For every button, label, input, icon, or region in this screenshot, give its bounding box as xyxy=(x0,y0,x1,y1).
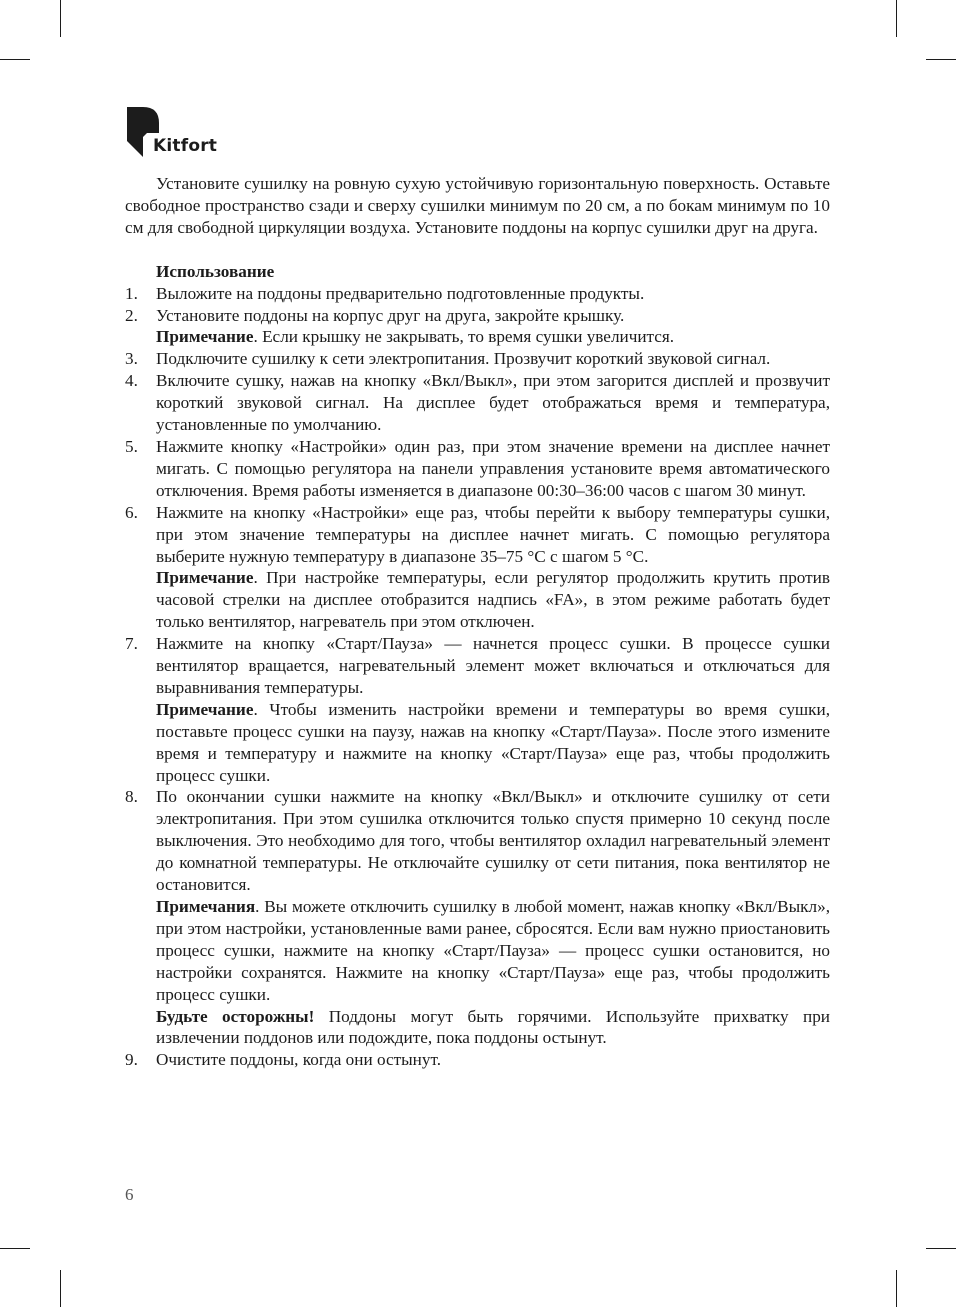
step-number: 5. xyxy=(125,436,138,456)
list-item xyxy=(125,283,830,305)
list-item xyxy=(125,370,830,436)
step-text: Установите поддоны на корпус друг на друга, закройте крышку. xyxy=(156,305,625,325)
crop-mark-bottom-left-h xyxy=(0,1248,30,1249)
list-item xyxy=(125,436,830,502)
step-text: Нажмите на кнопку «Старт/Пауза» — начнется процесс сушки. В процессе сушки вентилятор вращается, нагревательный элемент может включаться и отключаться для выравнивания температуры. xyxy=(156,634,830,697)
step-number: 9. xyxy=(125,1050,138,1070)
list-item xyxy=(125,348,830,370)
note-text: . Чтобы изменить настройки времени и температуры во время сушки, поставьте процесс сушки на паузу, нажав на кнопку «Старт/Пауза». После этого измените время и температуру и нажмите на кнопку «Старт/Пауза» еще раз, чтобы продолжить процесс сушки. xyxy=(156,699,830,785)
crop-mark-bottom-right-h xyxy=(926,1248,956,1249)
list-item xyxy=(125,502,830,633)
step-text: Подключите сушилку к сети электропитания. Прозвучит короткий звуковой сигнал. xyxy=(156,349,771,369)
section-heading: Использование xyxy=(156,261,275,281)
warning-text: Поддоны могут быть горячими. Используйте прихватку при извлечении поддонов или подождите, пока поддоны остынут. xyxy=(156,1006,830,1048)
step-note xyxy=(156,699,830,787)
brand-name: Kitfort xyxy=(153,136,218,156)
crop-mark-top-left xyxy=(60,0,61,37)
step-text: По окончании сушки нажмите на кнопку «Вкл/Выкл» и отключите сушилку от сети электропитания. При этом сушилка отключится только спустя примерно 10 секунд после выключения. Это необходимо для того, чтобы вентилятор охладил нагревательный элемент до комнатной температуры. Не отключайте сушилку от сети питания, пока вентилятор не остановится. xyxy=(156,787,830,895)
note-label: Примечание xyxy=(156,699,254,719)
note-label: Примечание xyxy=(156,327,254,347)
step-note xyxy=(156,567,830,633)
list-item xyxy=(125,633,830,786)
warning-label: Будьте осторожны! xyxy=(156,1006,315,1026)
step-text: Выложите на поддоны предварительно подготовленные продукты. xyxy=(156,283,645,303)
step-number: 3. xyxy=(125,349,138,369)
note-label: Примечания xyxy=(156,897,256,916)
note-text: . При настройке температуры, если регулятор продолжить крутить против часовой стрелки на дисплее отобразится надпись «FA», в этом режиме работать будет только вентилятор, нагреватель при этом отключен. xyxy=(156,568,830,632)
list-item xyxy=(125,786,830,1049)
step-number: 1. xyxy=(125,283,138,303)
step-text: Включите сушку, нажав на кнопку «Вкл/Выкл», при этом загорится дисплей и прозвучит короткий звуковой сигнал. На дисплее будет отображаться время и температура, установленные по умолчанию. xyxy=(156,371,830,435)
crop-mark-bottom-right xyxy=(896,1270,897,1307)
step-text: Нажмите кнопку «Настройки» один раз, при этом значение времени на дисплее начнет мигать. С помощью регулятора на панели управления установите время автоматического отключения. Время работы изменяется в диапазоне 00:30–36:00 часов с шагом 30 минут. xyxy=(156,436,830,500)
page-number: 6 xyxy=(125,1185,134,1204)
step-number: 6. xyxy=(125,502,138,522)
step-note xyxy=(156,896,830,1006)
document-body xyxy=(125,173,830,1071)
crop-mark-top-right xyxy=(896,0,897,37)
step-number: 7. xyxy=(125,634,138,654)
step-number: 4. xyxy=(125,371,138,391)
list-item xyxy=(125,1049,830,1071)
step-text: Нажмите на кнопку «Настройки» еще раз, чтобы перейти к выбору температуры сушки, при этом значение температуры на дисплее начнет мигать. С помощью регулятора выберите нужную температуру в диапазоне 35–75 °С с шагом 5 °С. xyxy=(156,502,830,566)
step-number: 8. xyxy=(125,787,138,807)
note-text: . Если крышку не закрывать, то время сушки увеличится. xyxy=(253,327,675,347)
crop-mark-top-right-h xyxy=(926,59,956,60)
step-note xyxy=(156,326,830,348)
crop-mark-bottom-left xyxy=(60,1270,61,1307)
usage-steps-list xyxy=(125,283,830,1072)
list-item xyxy=(125,305,830,349)
step-warning xyxy=(156,1006,830,1050)
step-text: Очистите поддоны, когда они остынут. xyxy=(156,1050,441,1070)
step-number: 2. xyxy=(125,305,138,325)
note-label: Примечание xyxy=(156,568,254,588)
intro-paragraph: Установите сушилку на ровную сухую устойчивую горизонтальную поверхность. Оставьте свободное пространство сзади и сверху сушилки минимум по 20 см, а по бокам минимум по 10 см для свободной циркуляции воздуха. Установите поддоны на корпус сушилки друг на друга. xyxy=(125,174,830,237)
note-text: . Вы можете отключить сушилку в любой момент, нажав кнопку «Вкл/Выкл», при этом настройки, установленные вами ранее, сбросятся. Если вам нужно приостановить процесс сушки, нажмите на кнопку «Старт/Пауза» — процесс сушки остановится, но настройки сохранятся. Нажмите на кнопку «Старт/Пауза» еще раз, чтобы продолжить процесс сушки. xyxy=(156,897,830,1004)
crop-mark-top-left-h xyxy=(0,59,30,60)
